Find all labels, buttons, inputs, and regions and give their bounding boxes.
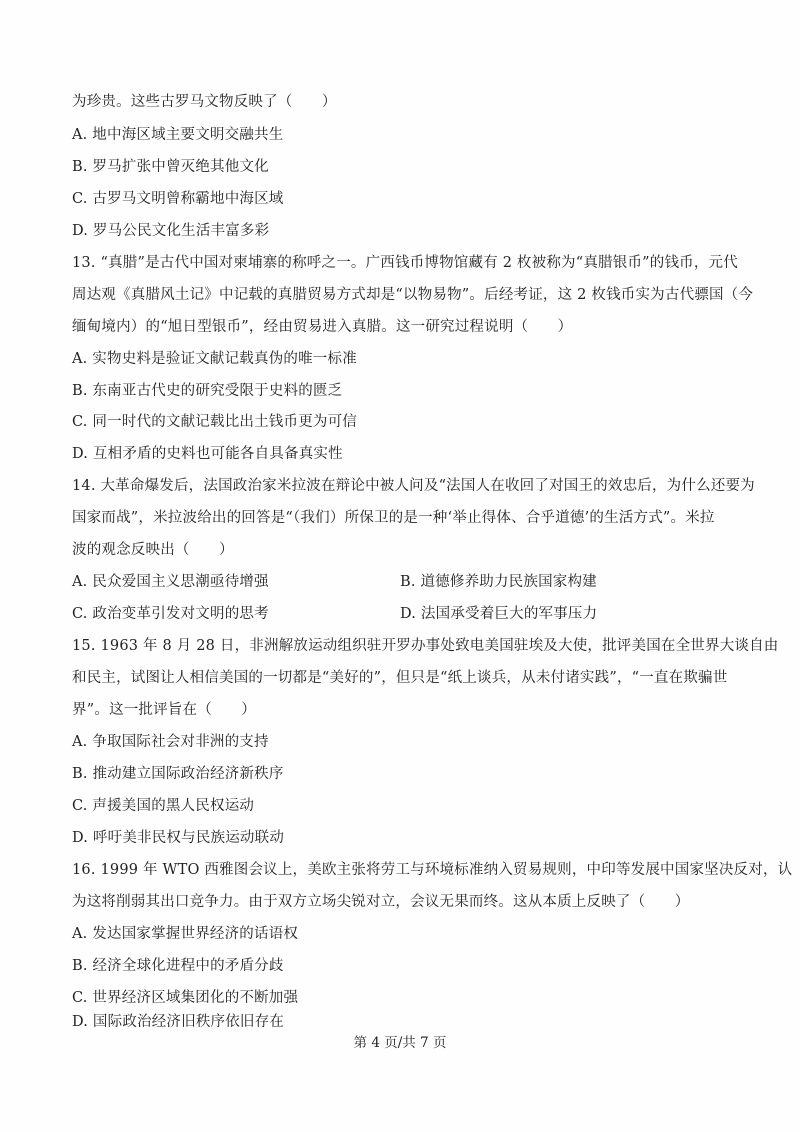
q15-stem-line-1: 15. 1963 年 8 月 28 日，非洲解放运动组织驻开罗办事处致电美国驻埃及大使，批评美国在全世界大谈自由 xyxy=(72,638,779,654)
q16-option-b: B. 经济全球化进程中的矛盾分歧 xyxy=(72,958,284,974)
q13-stem-line-3: 缅甸境内）的“旭日型银币”，经由贸易进入真腊。这一研究过程说明（ ） xyxy=(72,319,573,335)
q13-option-c: C. 同一时代的文献记载比出土钱币更为可信 xyxy=(72,414,357,430)
q13-stem-line-2: 周达观《真腊风土记》中记载的真腊贸易方式却是“以物易物”。后经考证，这 2 枚钱币实为古代骠国（今 xyxy=(72,287,754,303)
q12-option-d: D. 罗马公民文化生活丰富多彩 xyxy=(72,223,270,239)
q16-option-d: D. 国际政治经济旧秩序依旧存在 xyxy=(72,1014,285,1030)
q13-option-a: A. 实物史料是验证文献记载真伪的唯一标准 xyxy=(72,351,357,367)
q15-option-b: B. 推动建立国际政治经济新秩序 xyxy=(72,766,284,782)
q15-stem-line-3: 界”。这一批评旨在（ ） xyxy=(72,702,257,718)
q14-stem-line-1: 14. 大革命爆发后，法国政治家米拉波在辩论中被人问及“法国人在收回了对国王的效忠后，为什么还要为 xyxy=(72,478,755,494)
q16-option-c: C. 世界经济区域集团化的不断加强 xyxy=(72,990,299,1006)
q14-option-b: B. 道德修养助力民族国家构建 xyxy=(400,574,597,590)
q12-option-c: C. 古罗马文明曾称霸地中海区域 xyxy=(72,191,284,207)
q13-stem-line-1: 13. “真腊”是古代中国对柬埔寨的称呼之一。广西钱币博物馆藏有 2 枚被称为“真腊银币”的钱币，元代 xyxy=(72,255,738,271)
page-number-footer: 第 4 页/共 7 页 xyxy=(353,1035,447,1051)
q16-stem-line-1: 16. 1999 年 WTO 西雅图会议上，美欧主张将劳工与环境标准纳入贸易规则，中印等发展中国家坚决反对，认 xyxy=(72,862,793,878)
q14-option-d: D. 法国承受着巨大的军事压力 xyxy=(400,606,598,622)
q14-option-c: C. 政治变革引发对文明的思考 xyxy=(72,606,269,622)
q14-option-a: A. 民众爱国主义思潮亟待增强 xyxy=(72,574,269,590)
q15-option-a: A. 争取国际社会对非洲的支持 xyxy=(72,734,269,750)
q15-option-d: D. 呼吁美非民权与民族运动联动 xyxy=(72,830,285,846)
q13-option-d: D. 互相矛盾的史料也可能各自具备真实性 xyxy=(72,446,343,462)
q15-option-c: C. 声援美国的黑人民权运动 xyxy=(72,798,255,814)
q13-option-b: B. 东南亚古代史的研究受限于史料的匮乏 xyxy=(72,383,343,399)
q15-stem-line-2: 和民主，试图让人相信美国的一切都是“美好的”，但只是“纸上谈兵，从未付诸实践”，“一直在欺骗世 xyxy=(72,670,728,686)
q14-stem-line-2: 国家而战”，米拉波给出的回答是“（我们）所保卫的是一种‘举止得体、合乎道德’的生活方式”。米拉 xyxy=(72,510,715,526)
q16-option-a: A. 发达国家掌握世界经济的话语权 xyxy=(72,926,299,942)
q12-option-b: B. 罗马扩张中曾灭绝其他文化 xyxy=(72,159,269,175)
q16-stem-line-2: 为这将削弱其出口竞争力。由于双方立场尖锐对立，会议无果而终。这从本质上反映了（ ） xyxy=(72,894,690,910)
q12-stem-tail: 为珍贵。这些古罗马文物反映了（ ） xyxy=(72,94,337,110)
q14-stem-line-3: 波的观念反映出（ ） xyxy=(72,542,234,558)
q12-option-a: A. 地中海区域主要文明交融共生 xyxy=(72,127,284,143)
